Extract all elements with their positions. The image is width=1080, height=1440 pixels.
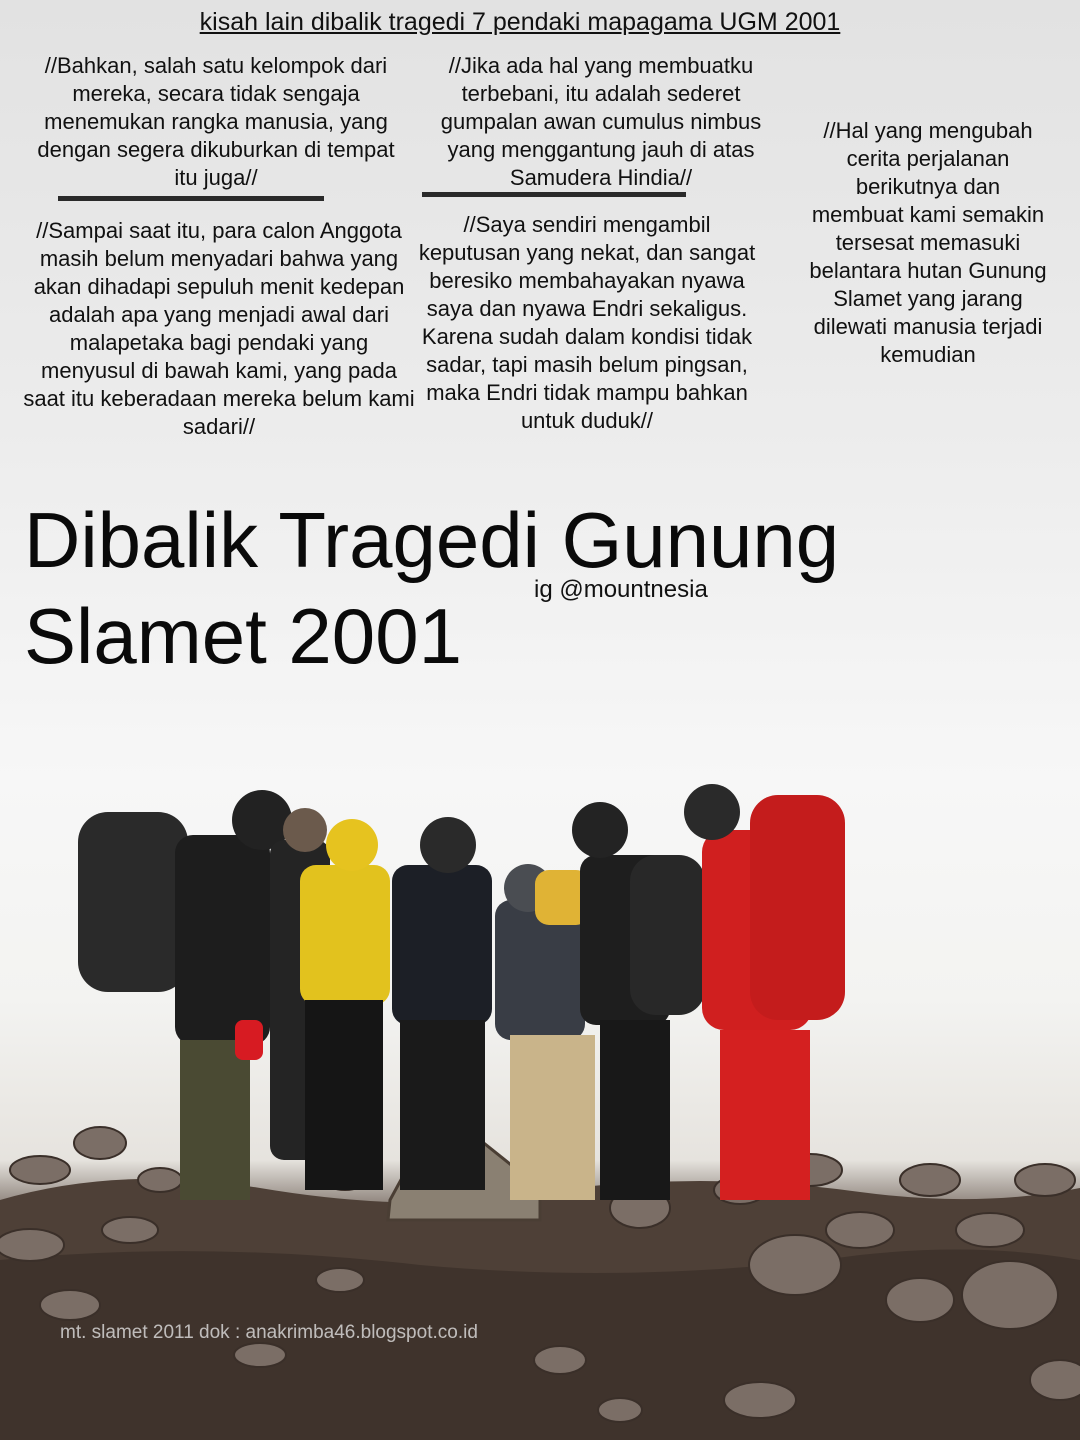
quote-sampai: //Sampai saat itu, para calon Anggota masih belum menyadari bahwa yang akan dihadapi sepuluh menit kedepan adalah apa yang menjadi awal dari malapetaka bagi pendaki yang menyusul di bawah kami, yang pada saat itu keberadaan mereka belum kami sadari// <box>23 218 415 439</box>
quote-saya: //Saya sendiri mengambil keputusan yang nekat, dan sangat beresiko membahayakan nyawa saya dan nyawa Endri sekaligus. Karena sudah dalam kondisi tidak sadar, tapi masih belum pingsan, maka Endri tidak mampu bahkan untuk duduk// <box>418 212 756 433</box>
main-title: Dibalik Tragedi Gunung Slamet 2001 <box>24 496 840 680</box>
quote-bahkan: //Bahkan, salah satu kelompok dari mereka, secara tidak sengaja menemukan rangka manusia, yang dengan segera dikuburkan di tempat itu juga// <box>37 53 395 190</box>
top-title: kisah lain dibalik tragedi 7 pendaki mapagama UGM 2001 <box>199 8 841 36</box>
ig-handle: ig @mountnesia <box>534 576 708 603</box>
divider-left <box>58 196 324 201</box>
quote-hal: //Hal yang mengubah cerita perjalanan berikutnya dan membuat kami semakin tersesat memasuki belantara hutan Gunung Slamet yang jarang dilewati manusia terjadi kemudian <box>809 118 1047 367</box>
photo-watermark: mt. slamet 2011 dok : anakrimba46.blogspot.co.id <box>60 1322 478 1343</box>
quote-jika: //Jika ada hal yang membuatku terbebani, itu adalah sederet gumpalan awan cumulus nimbus yang menggantung jauh di atas Samudera Hindia// <box>440 53 762 190</box>
divider-middle <box>422 192 686 197</box>
